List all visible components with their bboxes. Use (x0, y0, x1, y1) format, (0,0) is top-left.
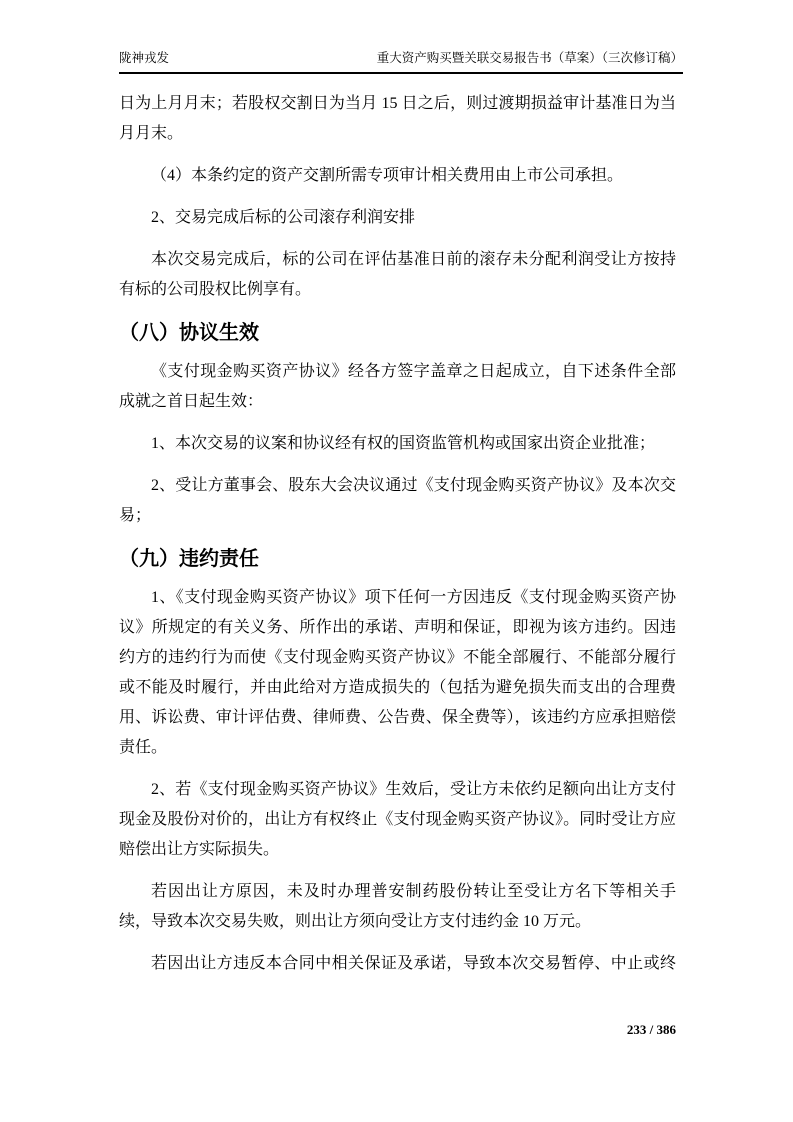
paragraph: 若因出让方原因，未及时办理普安制药股份转让至受让方名下等相关手续，导致本次交易失败，则出让方须向受让方支付违约金 10 万元。 (119, 883, 676, 930)
paragraph: 1、本次交易的议案和协议经有权的国资监管机构或国家出资企业批准； (151, 435, 656, 452)
page-number: 233 / 386 (626, 1022, 676, 1037)
paragraph: （4）本条约定的资产交割所需专项审计相关费用由上市公司承担。 (151, 167, 624, 184)
section-heading-breach-liability: （九）违约责任 (119, 548, 259, 570)
paragraph: 2、受让方董事会、股东大会决议通过《支付现金购买资产协议》及本次交易； (119, 477, 676, 524)
paragraph: 《支付现金购买资产协议》经各方签字盖章之日起成立，自下述条件全部成就之首日起生效： (119, 363, 676, 410)
page-header (119, 49, 683, 74)
section-heading-agreement-effectiveness: （八）协议生效 (119, 322, 259, 344)
paragraph: 日为上月月末；若股权交割日为当月 15 日之后，则过渡期损益审计基准日为当月月末。 (119, 95, 676, 142)
header-company-name: 陇神戎发 (119, 51, 170, 65)
paragraph: 本次交易完成后，标的公司在评估基准日前的滚存未分配利润受让方按持有标的公司股权比例享有。 (119, 251, 676, 298)
paragraph: 2、若《支付现金购买资产协议》生效后，受让方未依约足额向出让方支付现金及股份对价的，出让方有权终止《支付现金购买资产协议》。同时受让方应赔偿出让方实际损失。 (119, 781, 676, 858)
document-body (119, 89, 676, 991)
paragraph: 1、《支付现金购买资产协议》项下任何一方因违反《支付现金购买资产协议》所规定的有关义务、所作出的承诺、声明和保证，即视为该方违约。因违约方的违约行为而使《支付现金购买资产协议》不能全部履行、不能部分履行或不能及时履行，并由此给对方造成损失的（包括为避免损失而支出的合理费用、诉讼费、审计评估费、律师费、公告费、保全费等），该违约方应承担赔偿责任。 (119, 589, 676, 756)
header-report-title: 重大资产购买暨关联交易报告书（草案）（三次修订稿） (376, 51, 683, 65)
paragraph: 2、交易完成后标的公司滚存利润安排 (151, 209, 416, 226)
paragraph: 若因出让方违反本合同中相关保证及承诺，导致本次交易暂停、中止或终 (151, 955, 676, 972)
